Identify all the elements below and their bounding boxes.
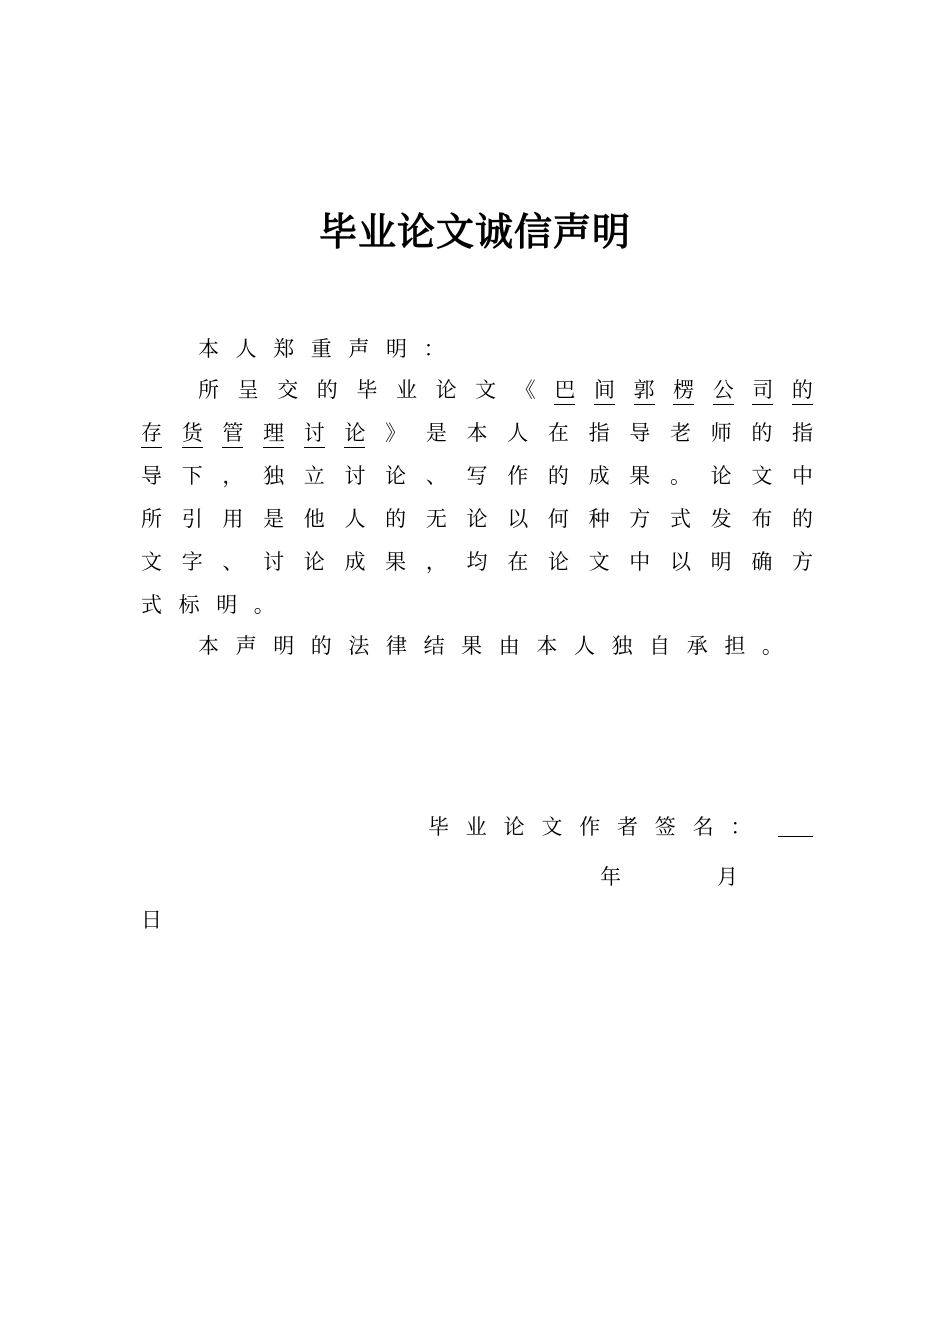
- paragraph-line-1: 所 呈 交 的 毕 业 论 文 《 巴 间 郭 楞 公 司 的: [198, 375, 813, 405]
- paragraph-line-3: 导 下 ， 独 立 讨 论 、 写 作 的 成 果 。 论 文 中: [141, 464, 813, 488]
- page-title: 毕业论文诚信声明: [318, 210, 631, 254]
- intro-line: 本 人 郑 重 声 明 ：: [198, 337, 445, 361]
- paragraph-line-6: 式 标 明 。: [141, 593, 275, 617]
- date-day: 日: [141, 908, 162, 932]
- date-year: 年: [600, 865, 621, 889]
- liability-line: 本 声 明 的 法 律 结 果 由 本 人 独 自 承 担 。: [198, 634, 783, 658]
- signature-line: [428, 812, 813, 842]
- paragraph-line-5: 文 字 、 讨 论 成 果 ， 均 在 论 文 中 以 明 确 方: [141, 550, 813, 574]
- signature-blank[interactable]: [778, 812, 813, 837]
- paragraph-line-2: 存 货 管 理 讨 论 》 是 本 人 在 指 导 老 师 的 指: [141, 418, 813, 448]
- date-month: 月: [717, 865, 738, 889]
- paragraph-line-4: 所 引 用 是 他 人 的 无 论 以 何 种 方 式 发 布 的: [141, 507, 813, 531]
- signature-label: 毕业论文作者签名：: [428, 815, 769, 839]
